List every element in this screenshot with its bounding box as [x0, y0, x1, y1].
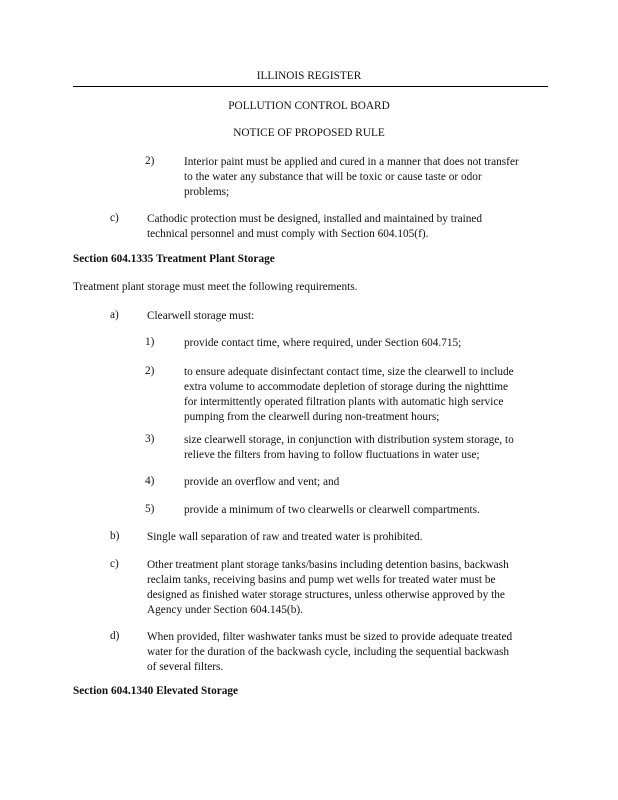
text-line: to the water any substance that will be toxic or cause taste or odor: [184, 171, 482, 183]
item-label: c): [110, 212, 119, 224]
text-line: Single wall separation of raw and treated water is prohibited.: [147, 531, 423, 543]
agency-title: POLLUTION CONTROL BOARD: [228, 100, 390, 112]
intro-paragraph: Treatment plant storage must meet the following requirements.: [73, 281, 358, 293]
section-heading: Section 604.1340 Elevated Storage: [73, 685, 239, 697]
item-label: c): [110, 558, 119, 570]
list-item: [184, 475, 339, 490]
list-item: [184, 503, 480, 518]
item-label: 2): [145, 155, 155, 167]
list-item: [147, 530, 422, 545]
item-label: 5): [145, 503, 155, 515]
item-label: 1): [145, 336, 155, 348]
list-item: [184, 433, 514, 463]
text-line: provide an overflow and vent; and: [184, 476, 340, 488]
text-line: Other treatment plant storage tanks/basins including detention basins, backwash: [147, 559, 509, 571]
item-label: a): [110, 309, 119, 321]
list-item: [184, 336, 461, 351]
text-line: When provided, filter washwater tanks must be sized to provide adequate treated: [147, 631, 513, 643]
list-item: [184, 155, 519, 200]
item-label: b): [110, 530, 120, 542]
list-item: Clearwell storage must:: [147, 310, 255, 322]
item-label: 2): [145, 365, 155, 377]
text-line: provide a minimum of two clearwells or clearwell compartments.: [184, 504, 480, 516]
text-line: of several filters.: [147, 661, 224, 673]
item-label: 3): [145, 433, 155, 445]
text-line: reclaim tanks, receiving basins and pump wet wells for treated water must be: [147, 574, 496, 586]
text-line: for intermittently operated filtration plants with automatic high service: [184, 396, 504, 408]
register-title: ILLINOIS REGISTER: [256, 70, 362, 82]
text-line: size clearwell storage, in conjunction with distribution system storage, to: [184, 434, 514, 446]
text-line: Agency under Section 604.145(b).: [147, 604, 303, 616]
item-label: d): [110, 630, 120, 642]
section-heading: Section 604.1335 Treatment Plant Storage: [73, 253, 275, 265]
text-line: extra volume to accommodate depletion of storage during the nighttime: [184, 381, 509, 393]
text-line: designed as finished water storage structures, unless otherwise approved by the: [147, 589, 505, 601]
notice-title: NOTICE OF PROPOSED RULE: [233, 127, 385, 139]
text-line: to ensure adequate disinfectant contact time, size the clearwell to include: [184, 366, 514, 378]
list-item: [184, 365, 514, 425]
header-rule: [73, 86, 548, 87]
text-line: Cathodic protection must be designed, installed and maintained by trained: [147, 213, 483, 225]
text-line: problems;: [184, 186, 230, 198]
list-item: [147, 212, 482, 242]
list-item: [147, 630, 512, 675]
item-label: 4): [145, 475, 155, 487]
text-line: relieve the filters from having to follow fluctuations in water use;: [184, 449, 480, 461]
text-line: Interior paint must be applied and cured in a manner that does not transfer: [184, 156, 519, 168]
list-item: [147, 558, 509, 618]
text-line: technical personnel and must comply with Section 604.105(f).: [147, 228, 429, 240]
text-line: provide contact time, where required, under Section 604.715;: [184, 337, 462, 349]
text-line: water for the duration of the backwash cycle, including the sequential backwash: [147, 646, 509, 658]
text-line: pumping from the clearwell during non-treatment hours;: [184, 411, 440, 423]
